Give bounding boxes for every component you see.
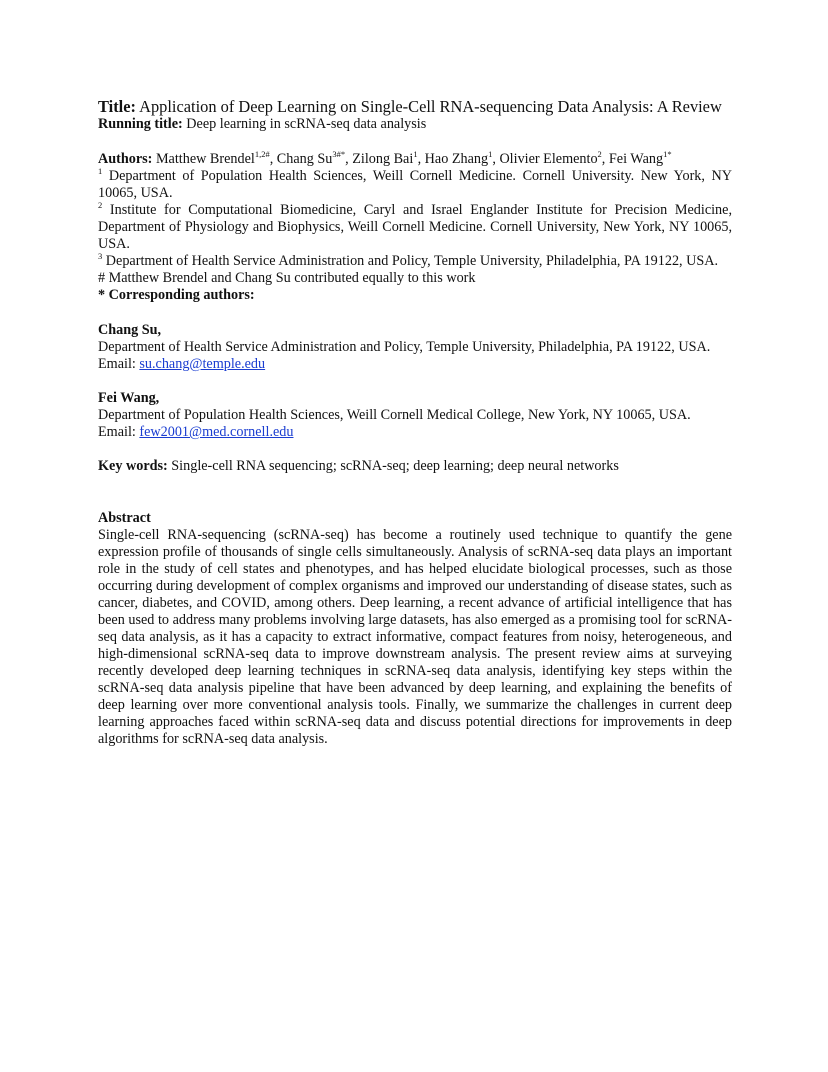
keywords-line <box>98 458 732 475</box>
abstract-text: Single-cell RNA-sequencing (scRNA-seq) has become a routinely used technique to quantify the gene expression profile of thousands of single cells simultaneously. Analysis of scRNA-seq data plays an important role in the study of cell states and phenotypes, and has helped elucidate biological processes, such as those occurring during development of complex organisms and improved our understanding of disease states, such as cancer, diabetes, and COVID, among others. Deep learning, a recent advance of artificial intelligence that has been used to address many problems involving large datasets, has also emerged as a promising tool for scRNA-seq data analysis, as it has a capacity to extract informative, compact features from noisy, heterogeneous, and high-dimensional scRNA-seq data to improve downstream analysis. The present review aims at surveying recently developed deep learning techniques in scRNA-seq data analysis, identifying key steps within the scRNA-seq data analysis pipeline that have been advanced by deep learning, and explaining the benefits of deep learning over more conventional analysis tools. Finally, we summarize the challenges in current deep learning approaches faced within scRNA-seq data and discuss potential directions for improvements in deep algorithms for scRNA-seq data analysis. <box>98 527 732 747</box>
author-affiliation-marker: 3#* <box>332 149 346 159</box>
author-affiliation-marker: 1,2# <box>254 149 270 159</box>
contact-email-line <box>98 424 732 441</box>
affiliation-number: 3 <box>98 251 103 261</box>
authors-label: Authors: <box>98 151 153 167</box>
equal-contribution-note: # Matthew Brendel and Chang Su contributed equally to this work <box>98 270 476 286</box>
running-title-line <box>98 116 732 133</box>
author-name: Hao Zhang <box>424 151 489 167</box>
affiliation <box>98 168 732 202</box>
author-name: Fei Wang <box>608 151 664 167</box>
affiliation-text: Department of Health Service Administration and Policy, Temple University, Philadelphia, PA 19122, USA. <box>105 253 719 269</box>
document-page <box>98 98 732 748</box>
author-affiliation-marker: 2 <box>597 149 602 159</box>
title-label: Title: <box>98 97 136 116</box>
corresponding-authors-label: * Corresponding authors: <box>98 287 255 303</box>
email-label: Email: <box>98 424 136 440</box>
affiliation-number: 1 <box>98 166 103 176</box>
running-title-label: Running title: <box>98 116 183 132</box>
title-text: Application of Deep Learning on Single-Cell RNA-sequencing Data Analysis: A Review <box>139 97 722 116</box>
author-affiliation-marker: 1 <box>413 149 418 159</box>
author-affiliation-marker: 1 <box>488 149 493 159</box>
affiliation <box>98 202 732 253</box>
abstract-heading: Abstract <box>98 510 151 526</box>
author-name: Chang Su <box>276 151 333 167</box>
authors-line: Authors: Matthew Brendel$^{1,2\#}$, Chang $Su^{3\#*}$, Zilong Bai$^1$, Hao Zhang$^1$, Olivier Elemento$^2$, Fei Wang$^{1*}$ <box>98 149 672 167</box>
affiliation-text: Department of Population Health Sciences, Weill Cornell Medicine. Cornell University. New York, NY 10065, USA. <box>98 168 733 201</box>
email-label: Email: <box>98 356 136 372</box>
contact-name: Fei Wang, <box>98 390 160 406</box>
keywords-text: Single-cell RNA sequencing; scRNA-seq; deep learning; deep neural networks <box>171 458 619 474</box>
affiliation-text: Institute for Computational Biomedicine, Caryl and Israel Englander Institute for Precision Medicine, Department of Physiology and Biophysics, Weill Cornell Medicine. Cornell University, New York, NY 10065, USA. <box>98 202 732 252</box>
contact-address: Department of Population Health Sciences, Weill Cornell Medical College, New York, NY 10065, USA. <box>98 407 691 423</box>
author-affiliation-marker: 1* <box>663 149 672 159</box>
keywords-label: Key words: <box>98 458 168 474</box>
affiliation <box>98 253 732 270</box>
contact-address: Department of Health Service Administration and Policy, Temple University, Philadelphia, PA 19122, USA. <box>98 339 711 355</box>
author-name: Olivier Elemento <box>499 151 598 167</box>
email-link[interactable]: su.chang@temple.edu <box>139 356 266 372</box>
running-title-text: Deep learning in scRNA-seq data analysis <box>186 116 427 132</box>
title-line <box>98 98 732 116</box>
email-link[interactable]: few2001@med.cornell.edu <box>139 424 294 440</box>
contact-name: Chang Su, <box>98 322 162 338</box>
author-name: Zilong Bai <box>352 151 414 167</box>
affiliation-number: 2 <box>98 200 103 210</box>
contact-email-line <box>98 356 732 373</box>
author-name: Matthew Brendel <box>155 151 255 167</box>
